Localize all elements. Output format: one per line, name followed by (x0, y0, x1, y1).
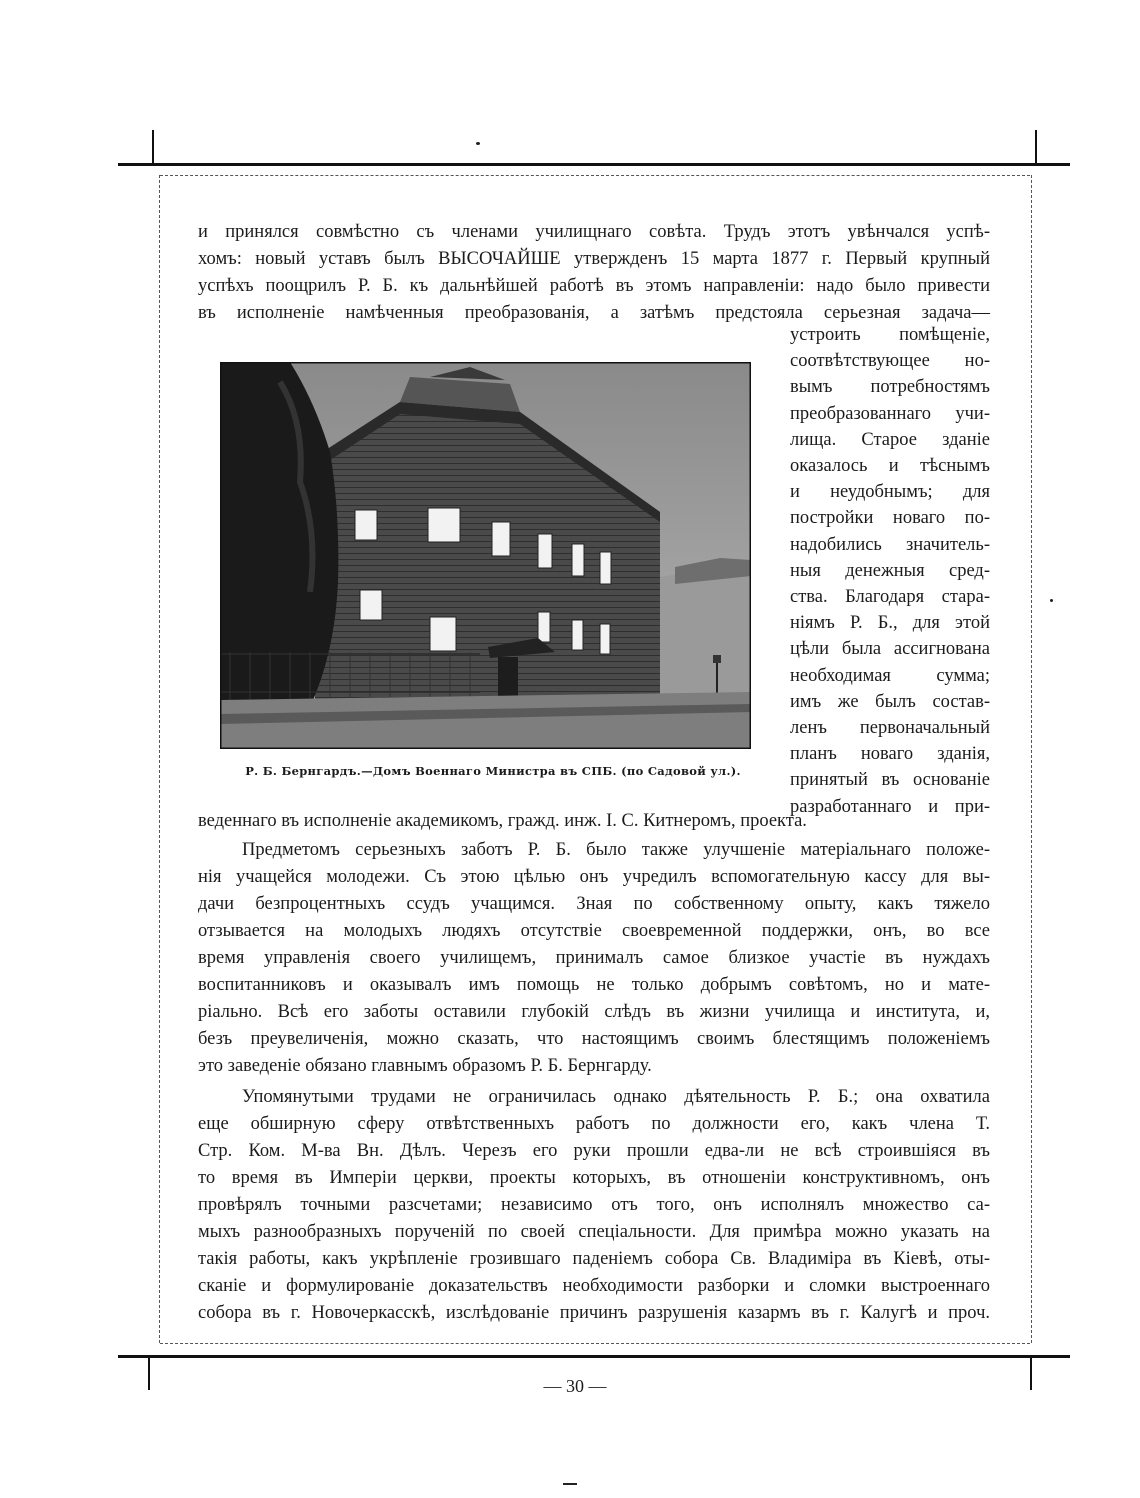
text-line: безъ преувеличенія, можно сказать, что настоящимъ своимъ блестящимъ положеніемъ (198, 1029, 990, 1049)
text-line: воспитанниковъ и оказывалъ имъ помощь не только добрымъ совѣтомъ, но и мате- (198, 975, 990, 995)
inner-left-dashed-rule (159, 175, 160, 1343)
top-rule (118, 163, 1070, 166)
text-line: разработаннаго и при- (790, 796, 990, 817)
left-tick-bottom (148, 1358, 150, 1390)
text-line: то время въ Имперіи церкви, проекты которыхъ, въ отношеніи конструктивномъ, онъ (198, 1168, 990, 1188)
text-line: отзывается на молодыхъ людяхъ отсутствіе своевременной поддержки, онъ, во все (198, 921, 990, 941)
right-tick-top (1035, 130, 1037, 163)
right-tick-bottom (1030, 1358, 1032, 1390)
text-line: веденнаго въ исполненіе академикомъ, гражд. инж. І. С. Китнеромъ, проекта. (198, 811, 807, 831)
text-line: собора въ г. Новочеркасскѣ, изслѣдованіе причинъ разрушенія казармъ въ г. Калугѣ и проч. (198, 1303, 990, 1323)
text-line: это заведеніе обязано главнымъ образомъ Р. Б. Бернгарду. (198, 1056, 652, 1076)
paragraph-works (198, 1084, 990, 1327)
text-line: ства. Благодаря стара- (790, 587, 990, 608)
inner-right-dashed-rule (1031, 175, 1032, 1343)
text-line: имъ же былъ состав- (790, 691, 990, 712)
ink-speck (476, 142, 480, 145)
inner-top-dashed-rule (160, 175, 1030, 176)
text-line: постройки новаго по- (790, 508, 990, 529)
page-number: — 30 — (543, 1376, 607, 1396)
ink-speck (563, 1483, 577, 1485)
paragraph-assistance (198, 837, 990, 1080)
text-line: Предметомъ серьезныхъ заботъ Р. Б. было также улучшеніе матеріальнаго положе- (242, 840, 990, 860)
text-line: цѣли была ассигнована (790, 639, 990, 660)
bottom-rule (118, 1355, 1070, 1358)
text-line: надобились значитель- (790, 534, 990, 555)
text-line: мыхъ разнообразныхъ порученій по своей спеціальности. Для примѣра можно указать на (198, 1222, 990, 1242)
text-line: лища. Старое зданіе (790, 429, 990, 450)
body-text-continued (198, 808, 990, 1327)
text-line: оказалось и тѣснымъ (790, 456, 990, 477)
building-photograph (220, 362, 751, 749)
text-line: еще обширную сферу отвѣтственныхъ работъ по должности его, какъ члена Т. (198, 1114, 990, 1134)
left-tick-top (152, 130, 154, 163)
side-column (790, 322, 990, 820)
inner-bottom-dashed-rule (160, 1343, 1030, 1344)
text-line: въ исполненіе намѣченныя преобразованія, а затѣмъ предстояла серьезная задача— (198, 303, 990, 323)
text-line: необходимая сумма; (790, 665, 990, 686)
text-line: устроить помѣщеніе, (790, 325, 990, 345)
ink-speck (1050, 599, 1053, 602)
text-line: преобразованнаго учи- (790, 403, 990, 424)
text-line: сканіе и формулированіе доказательствъ необходимости разборки и сломки выстроеннаго (198, 1276, 990, 1296)
text-line: провѣрялъ точными разсчетами; независимо отъ того, онъ исполнялъ множество са- (198, 1195, 990, 1215)
figure-caption: Р. Б. Бернгардъ.—Домъ Военнаго Министра въ СПБ. (по Садовой ул.). (245, 764, 741, 778)
text-line: успѣхъ поощрилъ Р. Б. къ дальнѣйшей работѣ въ этомъ направленіи: надо было привести (198, 276, 990, 296)
text-line: ріально. Всѣ его заботы оставили глубокій слѣдъ въ жизни училища и института, и, (198, 1002, 990, 1022)
text-line: нія учащейся молодежи. Съ этою цѣлью онъ учредилъ вспомогательную кассу для вы- (198, 867, 990, 887)
text-line: планъ новаго зданія, (790, 744, 990, 765)
text-line: и принялся совмѣстно съ членами училищнаго совѣта. Трудъ этотъ увѣнчался успѣ- (198, 222, 990, 242)
text-line: принятый въ основаніе (790, 770, 990, 791)
text-line: ныя денежныя сред- (790, 560, 990, 581)
text-line: хомъ: новый уставъ былъ ВЫСОЧАЙШЕ утвержденъ 15 марта 1877 г. Первый крупный (198, 249, 990, 269)
text-line: вымъ потребностямъ (790, 377, 990, 398)
text-line: ленъ первоначальный (790, 718, 990, 739)
text-line: и неудобнымъ; для (790, 482, 990, 503)
opening-paragraph (198, 219, 990, 327)
text-line: Упомянутыми трудами не ограничилась однако дѣятельность Р. Б.; она охватила (242, 1087, 990, 1107)
text-line: ніямъ Р. Б., для этой (790, 613, 990, 634)
text-line: Стр. Ком. М-ва Вн. Дѣлъ. Черезъ его руки прошли едва-ли не всѣ строившіяся въ (198, 1141, 990, 1161)
text-line: соотвѣтствующее но- (790, 351, 990, 372)
text-line: такія работы, какъ укрѣпленіе грозившаго паденіемъ собора Св. Владиміра въ Кіевѣ, оты- (198, 1249, 990, 1269)
text-line: время управленія своего училищемъ, принималъ самое близкое участіе въ нуждахъ (198, 948, 990, 968)
text-line: дачи безпроцентныхъ ссудъ учащимся. Зная по собственному опыту, какъ тяжело (198, 894, 990, 914)
